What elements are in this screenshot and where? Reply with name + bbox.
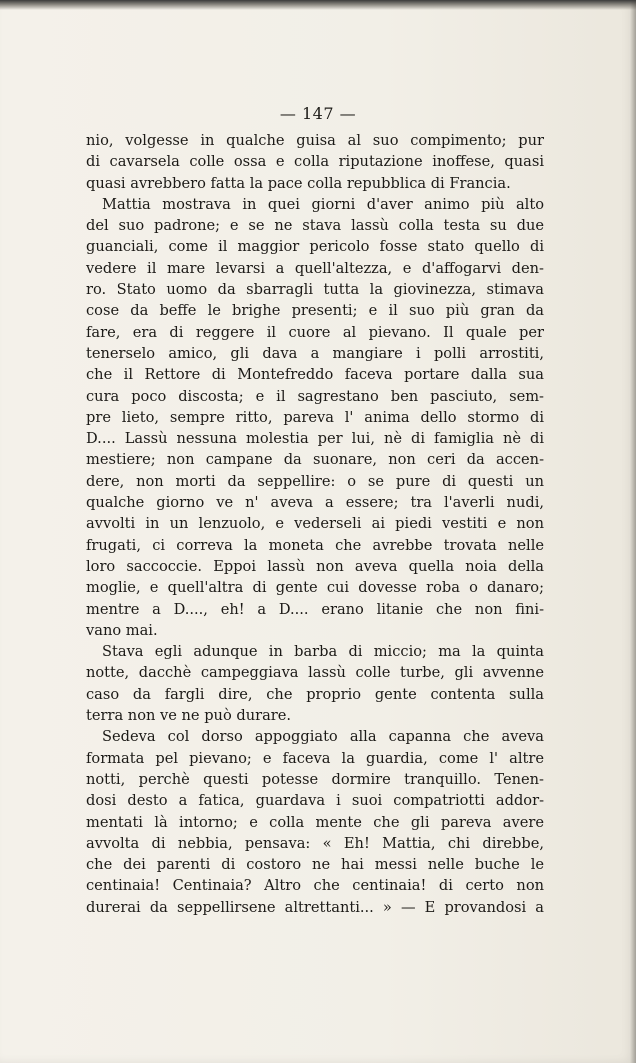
- text-line: mestiere; non campane da suonare, non ceri da accen-: [86, 451, 544, 469]
- text-line: tenerselo amico, gli dava a mangiare i polli arrostiti,: [86, 344, 544, 362]
- text-line: quasi avrebbero fatta la pace colla repubblica di Francia.: [86, 174, 511, 192]
- text-line: durerai da seppellirsene altrettanti... » — E provandosi a: [86, 898, 544, 916]
- text-line: vedere il mare levarsi a quell'altezza, e d'affogarvi den-: [86, 259, 544, 277]
- text-line: ro. Stato uomo da sbarragli tutta la giovinezza, stimava: [86, 281, 544, 299]
- body-text: [86, 130, 544, 918]
- text-line: mentati là intorno; e colla mente che gli pareva avere: [86, 813, 544, 831]
- scan-top-edge: [0, 0, 636, 10]
- text-line: cura poco discosta; e il sagrestano ben pasciuto, sem-: [86, 387, 544, 405]
- text-line: moglie, e quell'altra di gente cui dovesse roba o danaro;: [86, 579, 544, 597]
- text-line: pre lieto, sempre ritto, pareva l' anima dello stormo di: [86, 408, 544, 426]
- text-line: nio, volgesse in qualche guisa al suo compimento; pur: [86, 132, 544, 149]
- text-line: loro saccoccie. Eppoi lassù non aveva quella noia della: [86, 557, 544, 575]
- text-line: avvolta di nebbia, pensava: « Eh! Mattia, chi direbbe,: [86, 834, 544, 852]
- page-number: — 147 —: [279, 104, 357, 123]
- text-line: fare, era di reggere il cuore al pievano. Il quale per: [86, 323, 544, 341]
- text-line: di cavarsela colle ossa e colla riputazione inoffese, quasi: [86, 153, 544, 171]
- text-line: che il Rettore di Montefreddo faceva portare dalla sua: [86, 366, 544, 384]
- text-line: Sedeva col dorso appoggiato alla capanna che aveva: [102, 728, 544, 746]
- text-line: guanciali, come il maggior pericolo fosse stato quello di: [86, 238, 544, 256]
- text-line: formata pel pievano; e faceva la guardia, come l' altre: [86, 749, 544, 767]
- text-line: notti, perchè questi potesse dormire tranquillo. Tenen-: [86, 770, 544, 788]
- text-line: mentre a D...., eh! a D.... erano litanie che non fini-: [86, 600, 544, 618]
- text-line: avvolti in un lenzuolo, e vederseli ai piedi vestiti e non: [86, 515, 544, 533]
- text-line: cose da beffe le brighe presenti; e il suo più gran da: [86, 302, 544, 320]
- text-line: qualche giorno ve n' aveva a essere; tra l'averli nudi,: [86, 494, 544, 512]
- text-line: dosi desto a fatica, guardava i suoi compatriotti addor-: [86, 792, 544, 810]
- text-line: terra non ve ne può durare.: [86, 707, 292, 725]
- text-line: Mattia mostrava in quei giorni d'aver animo più alto: [102, 195, 544, 213]
- scan-right-edge: [630, 0, 636, 1063]
- text-line: frugati, ci correva la moneta che avrebbe trovata nelle: [86, 536, 544, 554]
- text-line: Stava egli adunque in barba di miccio; ma la quinta: [102, 643, 544, 661]
- text-line: dere, non morti da seppellire: o se pure di questi un: [86, 472, 544, 490]
- text-line: centinaia! Centinaia? Altro che centinaia! di certo non: [86, 877, 544, 895]
- text-line: che dei parenti di costoro ne hai messi nelle buche le: [86, 856, 544, 874]
- text-line: notte, dacchè campeggiava lassù colle turbe, gli avvenne: [86, 664, 544, 682]
- text-line: del suo padrone; e se ne stava lassù colla testa su due: [86, 217, 544, 235]
- text-line: D.... Lassù nessuna molestia per lui, nè di famiglia nè di: [86, 430, 544, 448]
- text-line: caso da fargli dire, che proprio gente contenta sulla: [86, 685, 544, 703]
- text-line: vano mai.: [86, 621, 158, 639]
